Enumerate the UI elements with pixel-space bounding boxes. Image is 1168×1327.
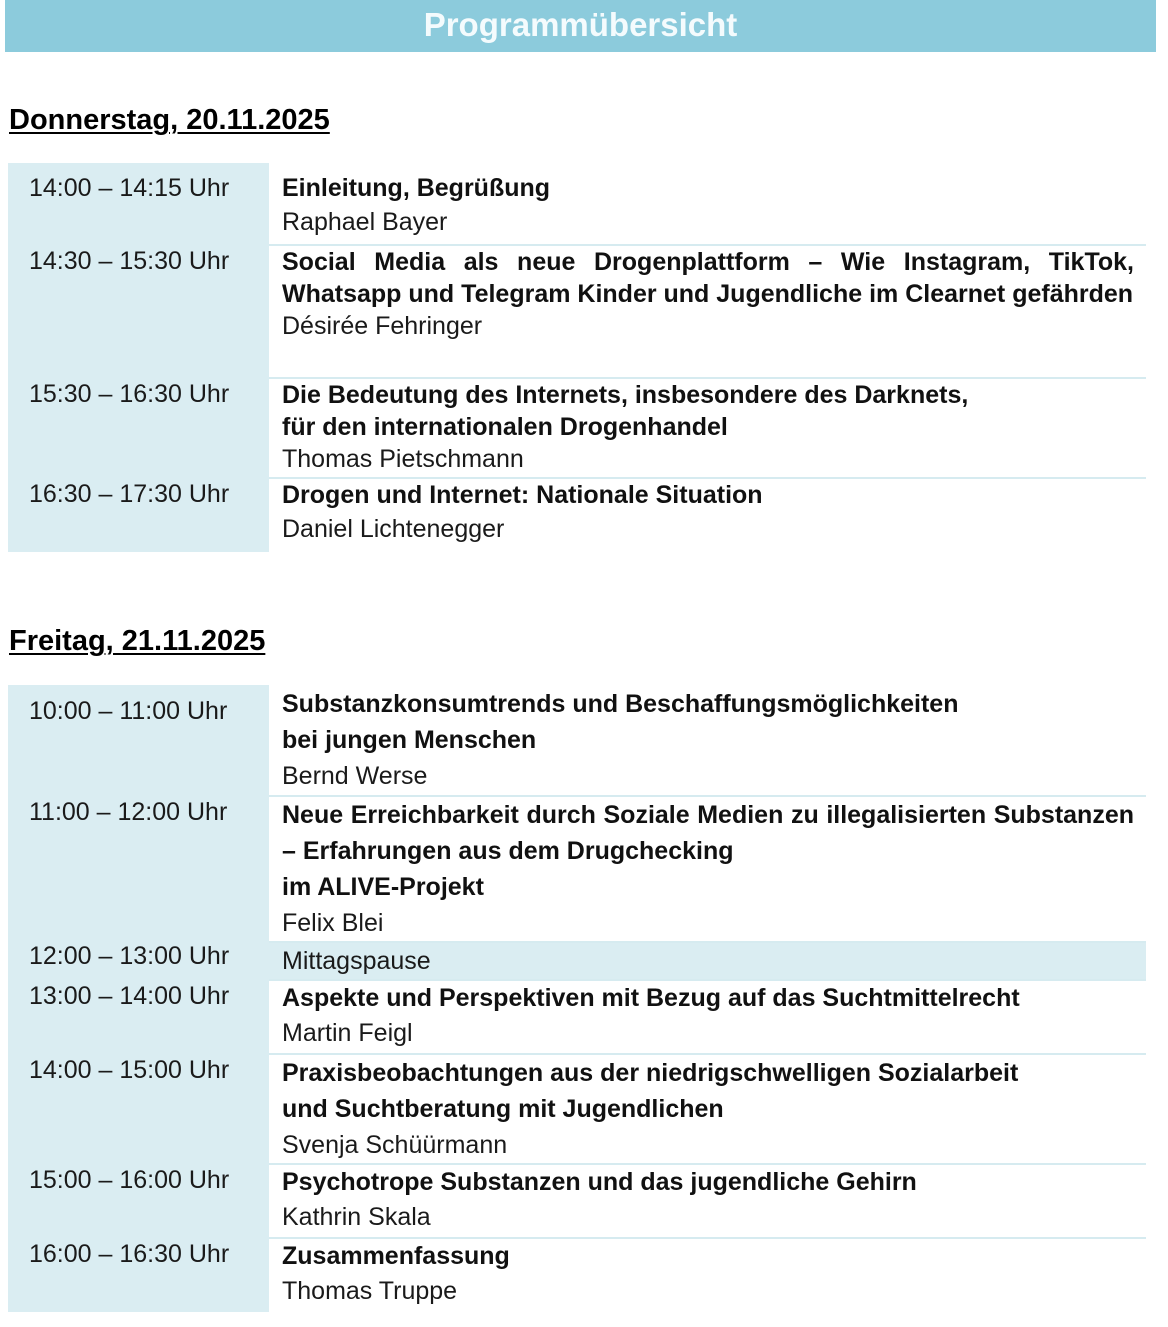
table-row	[8, 163, 1146, 245]
session-time: 16:00 – 16:30 Uhr	[8, 1238, 269, 1312]
table-row	[8, 980, 1146, 1054]
session-speaker: Bernd Werse	[282, 762, 428, 790]
session-title: Einleitung, Begrüßung	[282, 174, 551, 202]
break-label: Mittagspause	[282, 947, 431, 975]
session-time: 12:00 – 13:00 Uhr	[8, 942, 269, 980]
page-title: Programmübersicht	[423, 6, 738, 43]
session-title: Zusammenfassung	[282, 1242, 510, 1270]
table-row	[8, 478, 1146, 552]
session-title: Aspekte und Perspektiven mit Bezug auf das Suchtmittelrecht	[282, 984, 1020, 1012]
session-speaker: Raphael Bayer	[282, 208, 448, 236]
session-title: Psychotrope Substanzen und das jugendliche Gehirn	[282, 1168, 917, 1196]
session-speaker: Kathrin Skala	[282, 1203, 431, 1231]
program-banner	[5, 0, 1156, 52]
session-title-line: für den internationalen Drogenhandel	[282, 413, 728, 441]
session-speaker: Martin Feigl	[282, 1019, 413, 1047]
session-title: Drogen und Internet: Nationale Situation	[282, 481, 763, 509]
table-row	[8, 245, 1146, 378]
schedule-table-thursday	[8, 163, 1146, 552]
table-row	[8, 378, 1146, 478]
session-title-line: Substanzkonsumtrends und Beschaffungsmöglichkeiten	[282, 690, 959, 718]
session-speaker: Svenja Schüürmann	[282, 1131, 508, 1159]
table-row	[8, 1164, 1146, 1238]
session-time: 15:00 – 16:00 Uhr	[8, 1164, 269, 1238]
session-time: 13:00 – 14:00 Uhr	[8, 980, 269, 1054]
session-title-line: bei jungen Menschen	[282, 726, 537, 754]
session-time: 14:00 – 14:15 Uhr	[8, 163, 269, 245]
session-speaker: Thomas Pietschmann	[282, 445, 524, 473]
session-speaker: Daniel Lichtenegger	[282, 515, 505, 543]
table-row	[8, 796, 1146, 942]
session-title-line: Die Bedeutung des Internets, insbesondere des Darknets,	[282, 381, 969, 409]
session-speaker: Thomas Truppe	[282, 1277, 458, 1305]
session-time: 14:30 – 15:30 Uhr	[8, 245, 269, 378]
session-time: 16:30 – 17:30 Uhr	[8, 478, 269, 552]
session-title: Social Media als neue Drogenplattform – Wie Instagram, TikTok, Whatsapp und Telegram Kinder und Jugendliche im Clearnet gefährden	[282, 248, 1134, 308]
session-title-line: Praxisbeobachtungen aus der niedrigschwelligen Sozialarbeit	[282, 1059, 1019, 1087]
session-time: 14:00 – 15:00 Uhr	[8, 1054, 269, 1164]
day-heading-friday: Freitag, 21.11.2025	[9, 625, 266, 657]
session-speaker: Désirée Fehringer	[282, 312, 483, 340]
table-row-break	[8, 942, 1146, 980]
session-title-line: und Suchtberatung mit Jugendlichen	[282, 1095, 724, 1123]
session-title-line: Neue Erreichbarkeit durch Soziale Medien zu illegalisierten Substanzen – Erfahrungen aus dem Drugchecking	[282, 801, 1134, 865]
table-row	[8, 1054, 1146, 1164]
session-time: 10:00 – 11:00 Uhr	[8, 685, 269, 796]
table-row	[8, 1238, 1146, 1312]
schedule-table-friday	[8, 685, 1146, 1312]
session-time: 15:30 – 16:30 Uhr	[8, 378, 269, 478]
day-heading-thursday: Donnerstag, 20.11.2025	[9, 104, 330, 136]
session-time: 11:00 – 12:00 Uhr	[8, 796, 269, 942]
session-title-line: im ALIVE-Projekt	[282, 873, 484, 901]
table-row	[8, 685, 1146, 796]
session-speaker: Felix Blei	[282, 909, 384, 937]
